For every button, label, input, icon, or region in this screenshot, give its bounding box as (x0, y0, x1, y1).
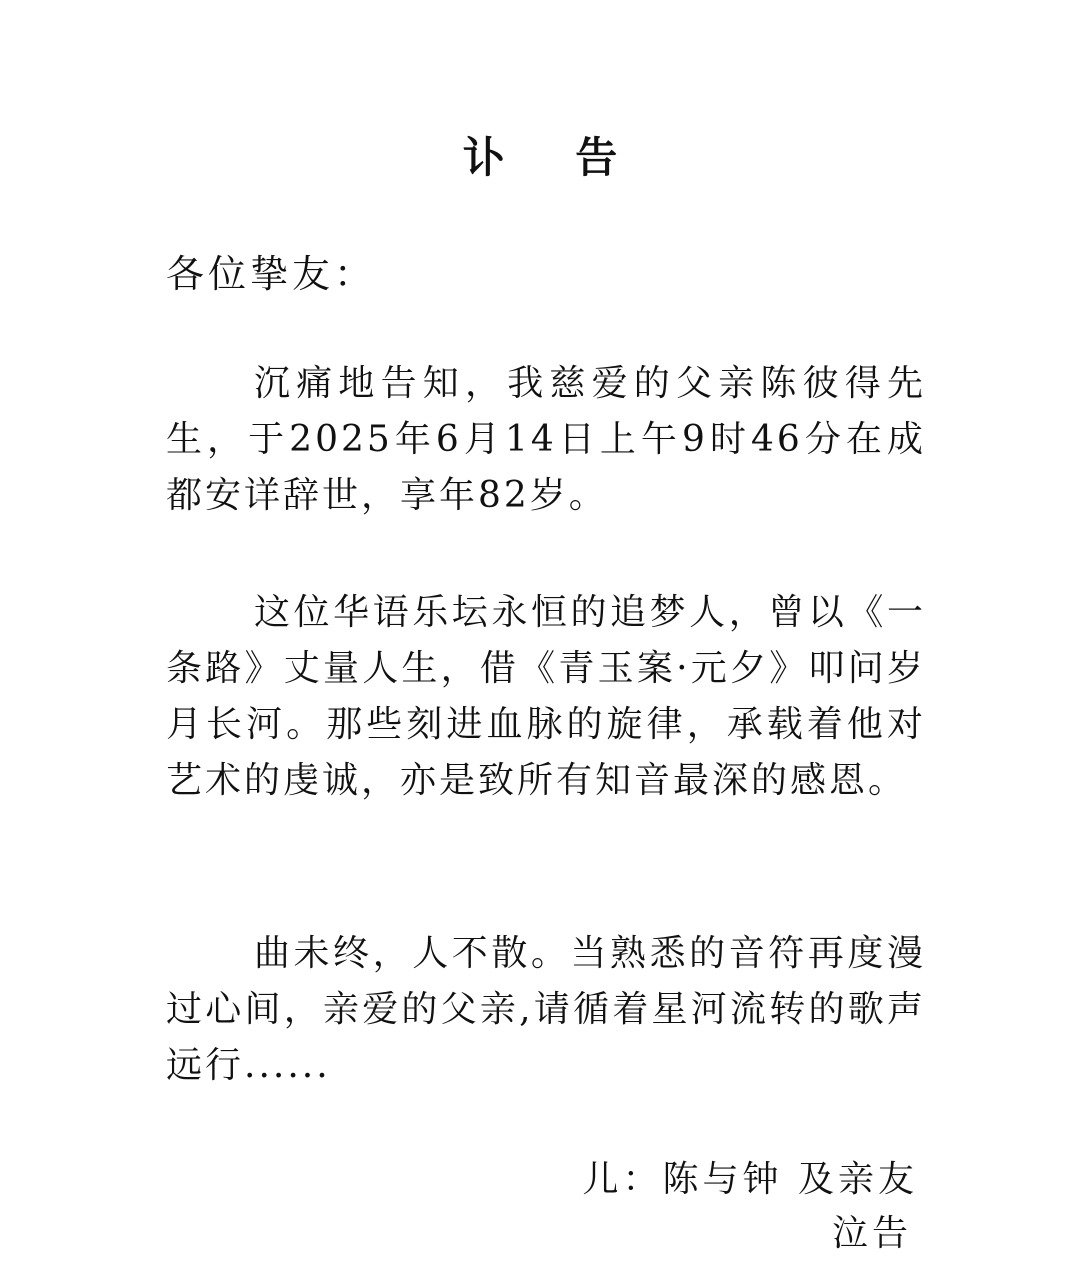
greeting: 各位挚友： (166, 252, 377, 296)
signoff-cutoff: 泣告 (831, 1213, 912, 1254)
paragraph-farewell: 曲未终，人不散。当熟悉的音符再度漫过心间，亲爱的父亲,请循着星河流转的歌声远行...... (166, 933, 926, 1086)
signature-line: 儿：陈与钟 及亲友 (582, 1159, 918, 1200)
paragraph-announcement: 沉痛地告知，我慈爱的父亲陈彼得先生，于2025年6月14日上午9时46分在成都安详辞世，享年82岁。 (166, 363, 926, 516)
paragraph-tribute: 这位华语乐坛永恒的追梦人，曾以《一条路》丈量人生，借《青玉案·元夕》叩问岁月长河。那些刻进血脉的旋律，承载着他对艺术的虔诚，亦是致所有知音最深的感恩。 (166, 592, 926, 801)
document-title: 讣 告 (462, 133, 646, 182)
